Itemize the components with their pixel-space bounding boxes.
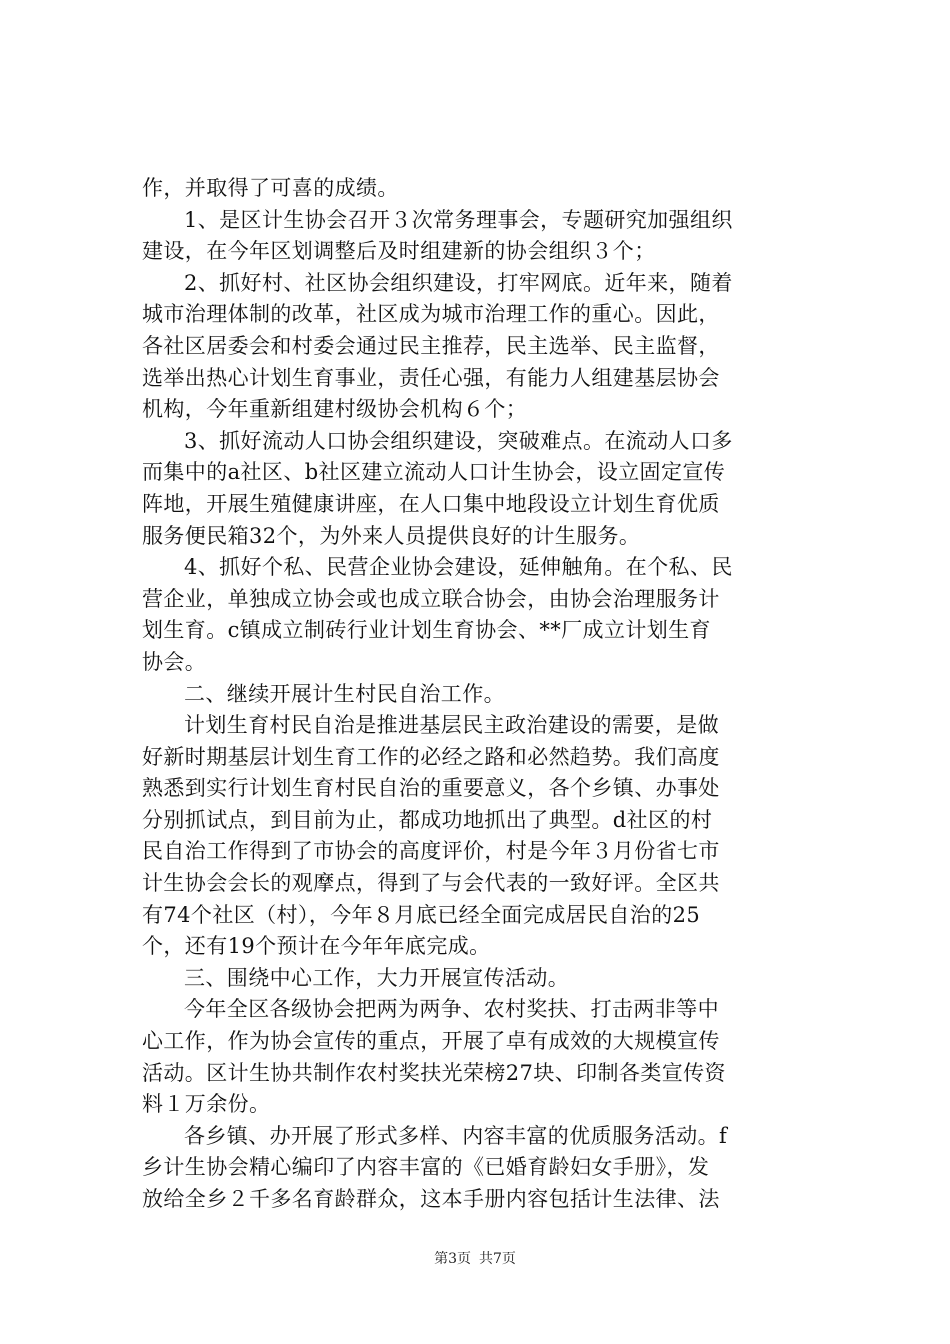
text-line: 计生协会会长的观摩点，得到了与会代表的一致好评。全区共 xyxy=(142,871,720,896)
text-line: 熟悉到实行计划生育村民自治的重要意义，各个乡镇、办事处 xyxy=(142,776,720,801)
text-line: 建设，在今年区划调整后及时组建新的协会组织３个； xyxy=(142,239,656,264)
text-line: 营企业，单独成立协会或也成立联合协会，由协会治理服务计 xyxy=(142,586,720,611)
text-line: 4、抓好个私、民营企业协会建设，延伸触角。在个私、民 xyxy=(184,555,733,580)
text-line: 3、抓好流动人口协会组织建设，突破难点。在流动人口多 xyxy=(184,428,733,453)
text-line: 机构，今年重新组建村级协会机构６个； xyxy=(142,397,528,422)
page-number: 第3页 xyxy=(434,1251,471,1267)
text-line: 2、抓好村、社区协会组织建设，打牢网底。近年来，随着 xyxy=(184,270,733,295)
text-line: 放给全乡２千多名育龄群众，这本手册内容包括计生法律、法 xyxy=(142,1187,720,1211)
text-line: 分别抓试点，到目前为止，都成功地抓出了典型。d社区的村 xyxy=(142,807,713,832)
text-line: 协会。 xyxy=(142,649,207,674)
text-line: 心工作，作为协会宣传的重点，开展了卓有成效的大规模宣传 xyxy=(142,1029,720,1054)
page-total: 共7页 xyxy=(479,1251,516,1267)
text-line: 有74个社区（村），今年８月底已经全面完成居民自治的25 xyxy=(142,902,701,927)
text-line: 活动。区计生协共制作农村奖扶光荣榜27块、印制各类宣传资 xyxy=(142,1060,726,1085)
text-line: 选举出热心计划生育事业，责任心强，有能力人组建基层协会 xyxy=(142,365,720,390)
text-line: 阵地，开展生殖健康讲座，在人口集中地段设立计划生育优质 xyxy=(142,491,720,516)
text-line: 料１万余份。 xyxy=(142,1092,271,1117)
text-line: 而集中的a社区、b社区建立流动人口计生协会，设立固定宣传 xyxy=(142,460,726,485)
text-line: 1、是区计生协会召开３次常务理事会，专题研究加强组织 xyxy=(184,207,733,232)
text-line: 乡计生协会精心编印了内容丰富的《已婚育龄妇女手册》，发 xyxy=(142,1155,710,1180)
text-line: 作，并取得了可喜的成绩。 xyxy=(142,176,399,200)
text-line: 个，还有19个预计在今年年底完成。 xyxy=(142,934,491,959)
text-line: 今年全区各级协会把两为两争、农村奖扶、打击两非等中 xyxy=(184,997,719,1022)
body-text xyxy=(142,173,822,1216)
text-line: 二、继续开展计生村民自治工作。 xyxy=(184,681,505,706)
text-line: 计划生育村民自治是推进基层民主政治建设的需要，是做 xyxy=(184,713,719,738)
text-line: 城市治理体制的改革，社区成为城市治理工作的重心。因此， xyxy=(142,302,720,327)
text-line: 好新时期基层计划生育工作的必经之路和必然趋势。我们高度 xyxy=(142,744,720,769)
text-line: 服务便民箱32个，为外来人员提供良好的计生服务。 xyxy=(142,523,641,548)
text-line: 三、围绕中心工作，大力开展宣传活动。 xyxy=(184,965,570,990)
page-footer xyxy=(0,1248,950,1268)
text-line: 民自治工作得到了市协会的高度评价，村是今年３月份省七市 xyxy=(142,839,720,864)
text-line: 各乡镇、办开展了形式多样、内容丰富的优质服务活动。f xyxy=(184,1123,728,1148)
text-line: 各社区居委会和村委会通过民主推荐，民主选举、民主监督， xyxy=(142,333,720,358)
text-line: 划生育。c镇成立制砖行业计划生育协会、**厂成立计划生育 xyxy=(142,618,711,643)
